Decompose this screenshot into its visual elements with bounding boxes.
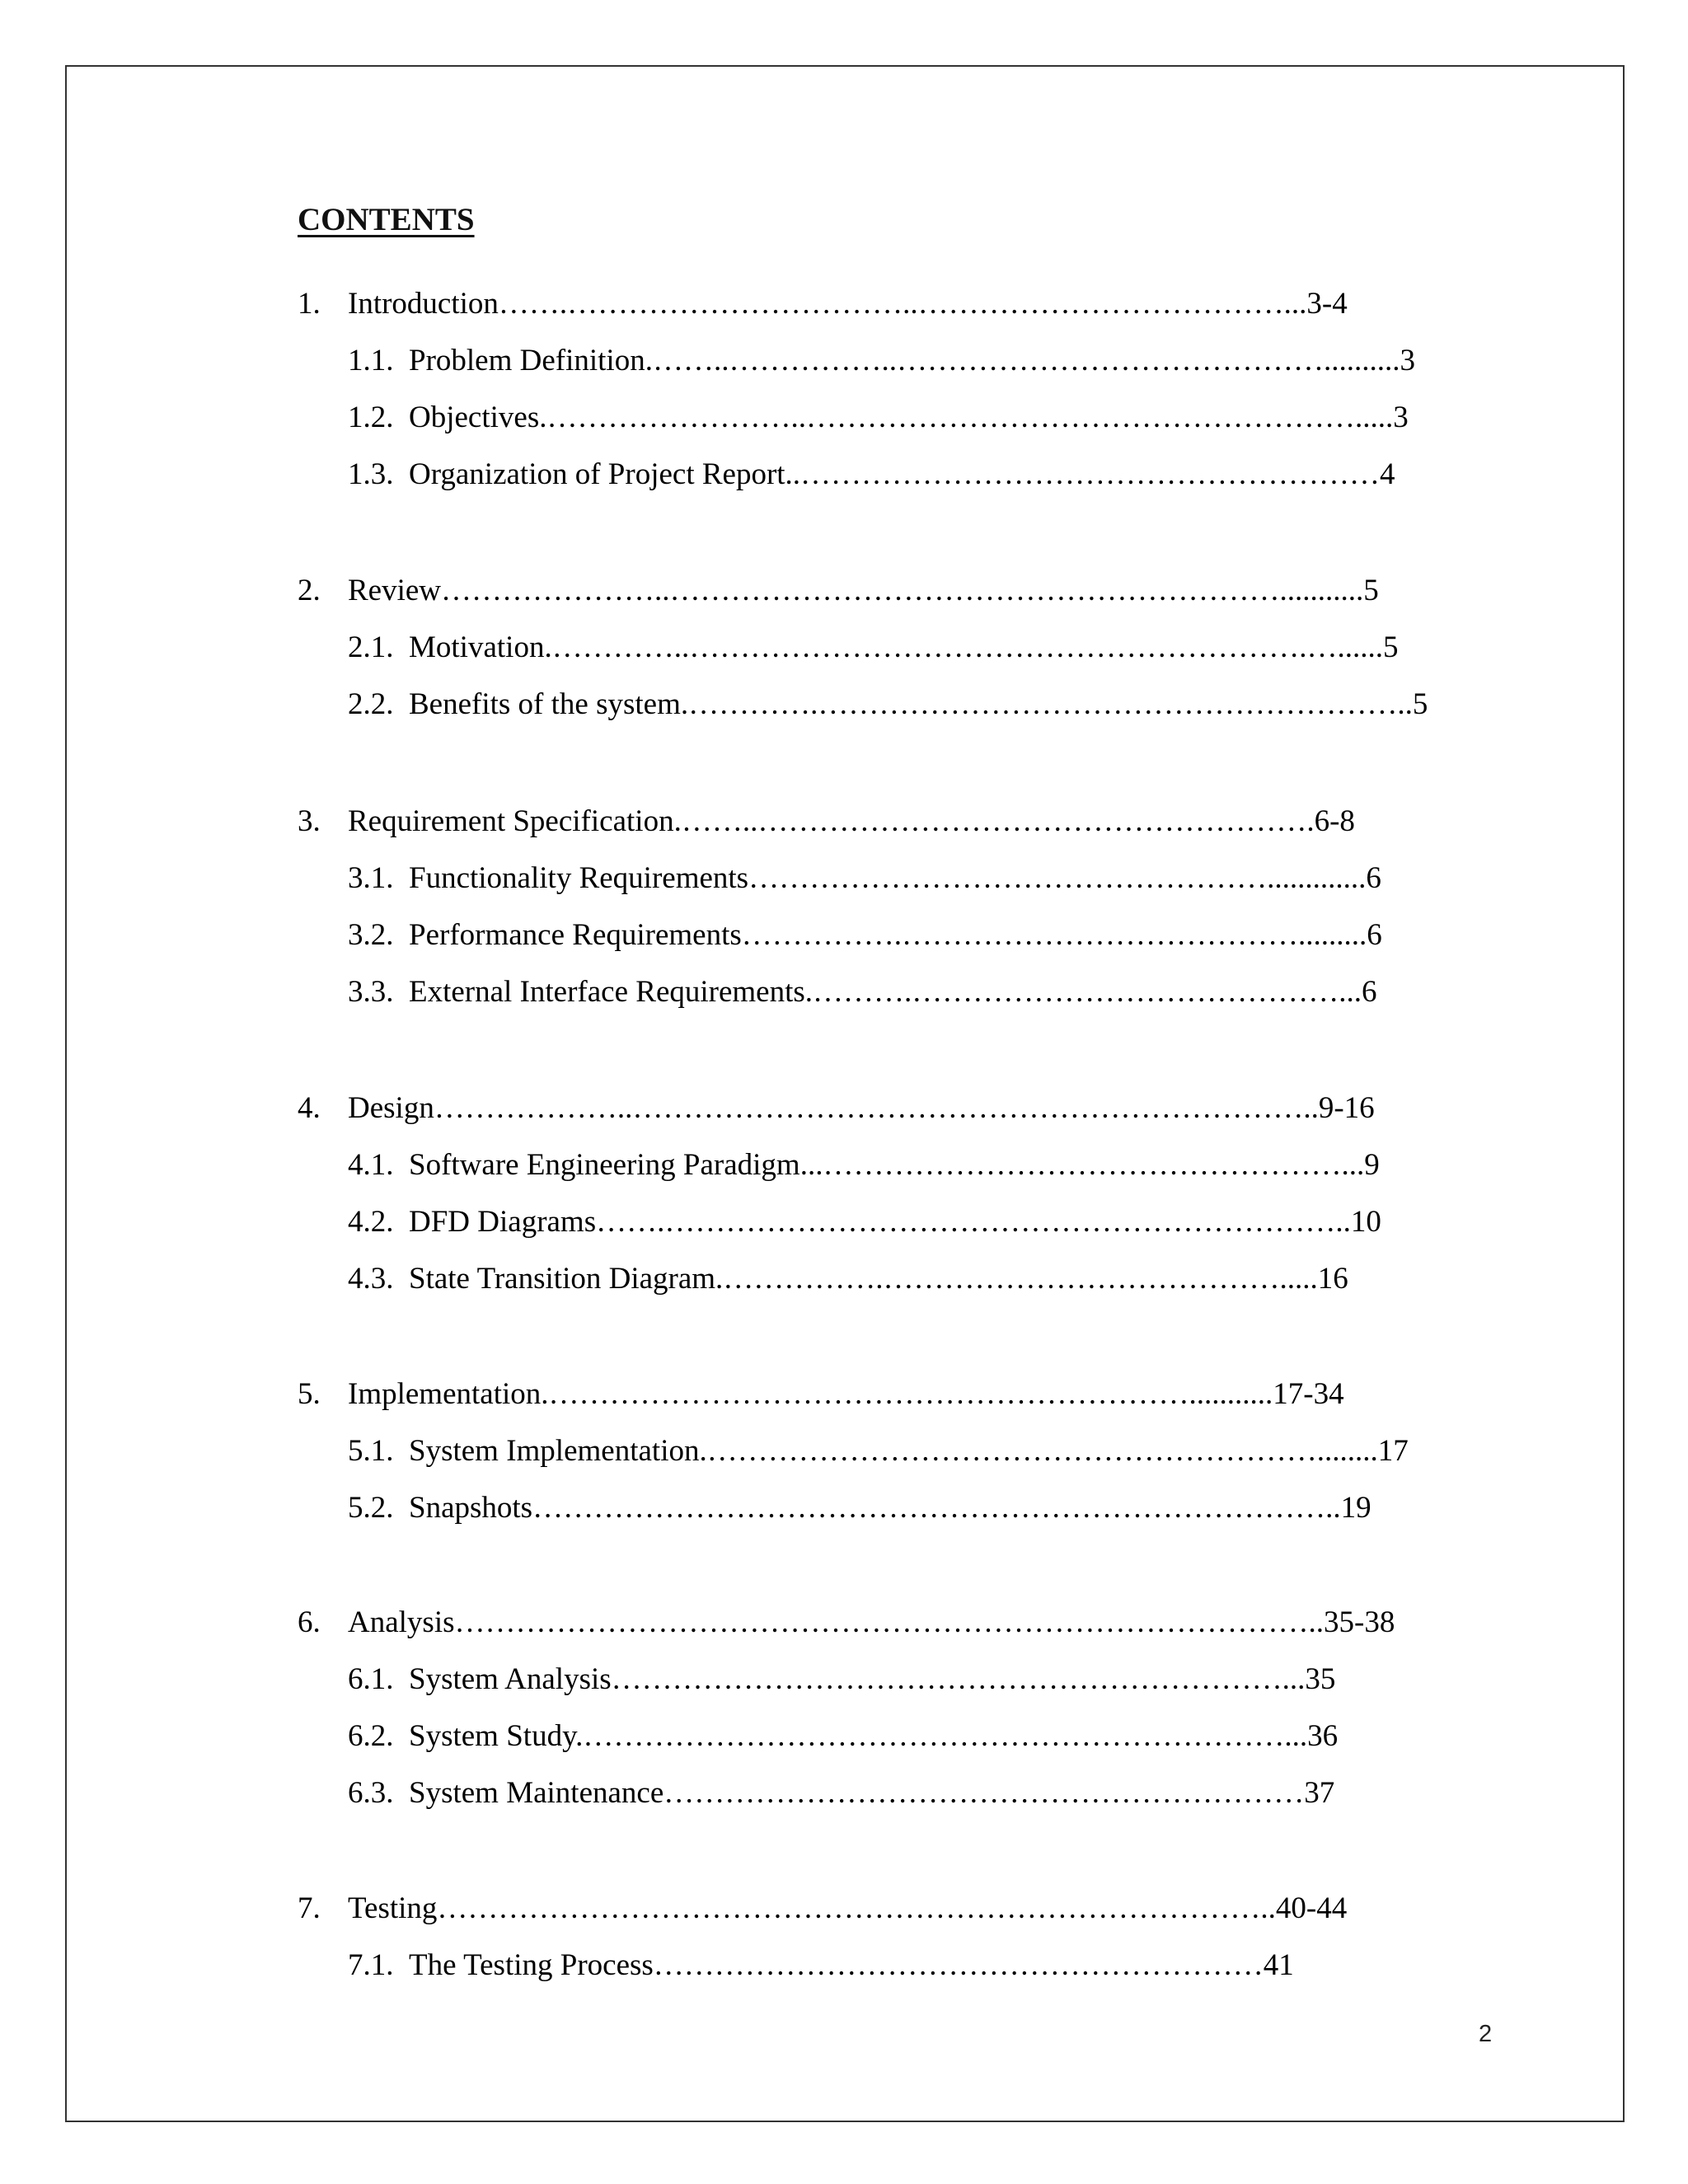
- toc-subsection: [348, 860, 1381, 896]
- toc-subsection-entry: DFD Diagrams…….…………………………………………………………..10: [409, 1205, 1381, 1239]
- toc-subsection-entry: Functionality Requirements…………………………………………….............6: [409, 861, 1381, 895]
- toc-subsection-number: 1.3.: [348, 457, 394, 491]
- toc-subsection-number: 5.1.: [348, 1434, 394, 1468]
- toc-section-entry: Review…………………..……………………………………………………...........5: [348, 574, 1379, 607]
- toc-section-entry: Introduction…….……………………………..………………………………...3-4: [348, 287, 1348, 321]
- toc-section-entry: Analysis…………………………………………………………………………..35-38: [348, 1605, 1395, 1639]
- toc-subsection-entry: System Implementation.……………………………………………………........17: [409, 1434, 1409, 1468]
- toc-subsection: [348, 343, 1415, 378]
- toc-subsection-number: 2.2.: [348, 687, 394, 721]
- toc-subsection: [348, 1947, 1294, 1983]
- toc-subsection: [348, 1490, 1372, 1526]
- toc-subsection-number: 2.1.: [348, 630, 394, 664]
- toc-subsection-entry: Problem Definition.……..……………..……………………………………..........3: [409, 344, 1415, 377]
- toc-section: [298, 804, 1355, 839]
- toc-section-number: 3.: [298, 804, 321, 838]
- toc-section: [298, 286, 1348, 321]
- toc-section-number: 1.: [298, 287, 321, 321]
- toc-subsection-entry: Motivation.…………..…………………………………………………….…......5: [409, 630, 1399, 664]
- toc-subsection: [348, 1775, 1334, 1811]
- toc-subsection-number: 4.2.: [348, 1205, 394, 1239]
- page-title: CONTENTS: [298, 202, 475, 237]
- toc-subsection: [348, 400, 1409, 435]
- toc-section-number: 6.: [298, 1605, 321, 1639]
- toc-section-entry: Requirement Specification.……..……………………………………………….6-8: [348, 804, 1355, 838]
- toc-subsection-entry: System Analysis…………………………………………………………...35: [409, 1662, 1336, 1696]
- toc-subsection: [348, 1147, 1380, 1183]
- toc-section: [298, 1605, 1395, 1640]
- toc-subsection-entry: Software Engineering Paradigm...……………………………………………...9: [409, 1148, 1380, 1182]
- toc-subsection: [348, 1433, 1409, 1469]
- toc-subsection: [348, 1718, 1338, 1754]
- toc-subsection-number: 4.3.: [348, 1262, 394, 1296]
- toc-subsection: [348, 1204, 1381, 1240]
- toc-section-entry: Implementation.………………………………………………………...........17-34: [348, 1377, 1344, 1411]
- toc-subsection-entry: System Maintenance………………………………………………………37: [409, 1776, 1335, 1810]
- toc-subsection: [348, 630, 1398, 665]
- page-number: 2: [1479, 2021, 1493, 2047]
- toc-section-number: 7.: [298, 1891, 321, 1925]
- toc-subsection-number: 3.3.: [348, 975, 394, 1009]
- toc-subsection-entry: Performance Requirements…………….………………………………….........6: [409, 918, 1382, 952]
- toc-section: [298, 1891, 1347, 1926]
- toc-subsection-entry: System Study.……………………………………………………………...36: [409, 1719, 1339, 1753]
- toc-subsection-entry: The Testing Process……………………………………………………41: [409, 1948, 1294, 1982]
- toc-subsection-number: 4.1.: [348, 1148, 394, 1182]
- toc-subsection-number: 6.1.: [348, 1662, 394, 1696]
- toc-subsection: [348, 974, 1377, 1010]
- toc-subsection-number: 7.1.: [348, 1948, 394, 1982]
- toc-subsection: [348, 687, 1428, 722]
- toc-section-entry: Testing………………………………………………………………………..40-44: [348, 1891, 1348, 1925]
- toc-subsection-number: 6.3.: [348, 1776, 394, 1810]
- toc-subsection: [348, 917, 1382, 953]
- toc-subsection-number: 3.1.: [348, 861, 394, 895]
- toc-subsection-number: 1.1.: [348, 344, 394, 377]
- toc-subsection-entry: Benefits of the system.………….…………………………………………………..5: [409, 687, 1428, 721]
- toc-section-number: 2.: [298, 574, 321, 607]
- toc-subsection-number: 3.2.: [348, 918, 394, 952]
- toc-section: [298, 573, 1379, 608]
- toc-subsection-number: 5.2.: [348, 1491, 394, 1525]
- toc-section: [298, 1376, 1344, 1412]
- toc-subsection-number: 1.2.: [348, 401, 394, 434]
- toc-subsection-entry: Objectives.……………………..……………………………………………….....3: [409, 401, 1409, 434]
- toc-subsection-entry: Snapshots……………………………………………………………………..19: [409, 1491, 1372, 1525]
- toc-section-number: 4.: [298, 1091, 321, 1125]
- toc-subsection-entry: State Transition Diagram.…………….………………………………….....16: [409, 1262, 1348, 1296]
- toc-section-entry: Design………………..…………………………………………………………..9-16: [348, 1091, 1375, 1125]
- toc-subsection: [348, 1261, 1348, 1296]
- toc-subsection-number: 6.2.: [348, 1719, 394, 1753]
- toc-section-number: 5.: [298, 1377, 321, 1411]
- toc-subsection: [348, 1661, 1335, 1697]
- toc-section: [298, 1090, 1375, 1126]
- toc-subsection-entry: External Interface Requirements.……….……………………………………...6: [409, 975, 1377, 1009]
- toc-subsection-entry: Organization of Project Report..…………………………………………………4: [409, 457, 1395, 491]
- toc-subsection: [348, 457, 1395, 492]
